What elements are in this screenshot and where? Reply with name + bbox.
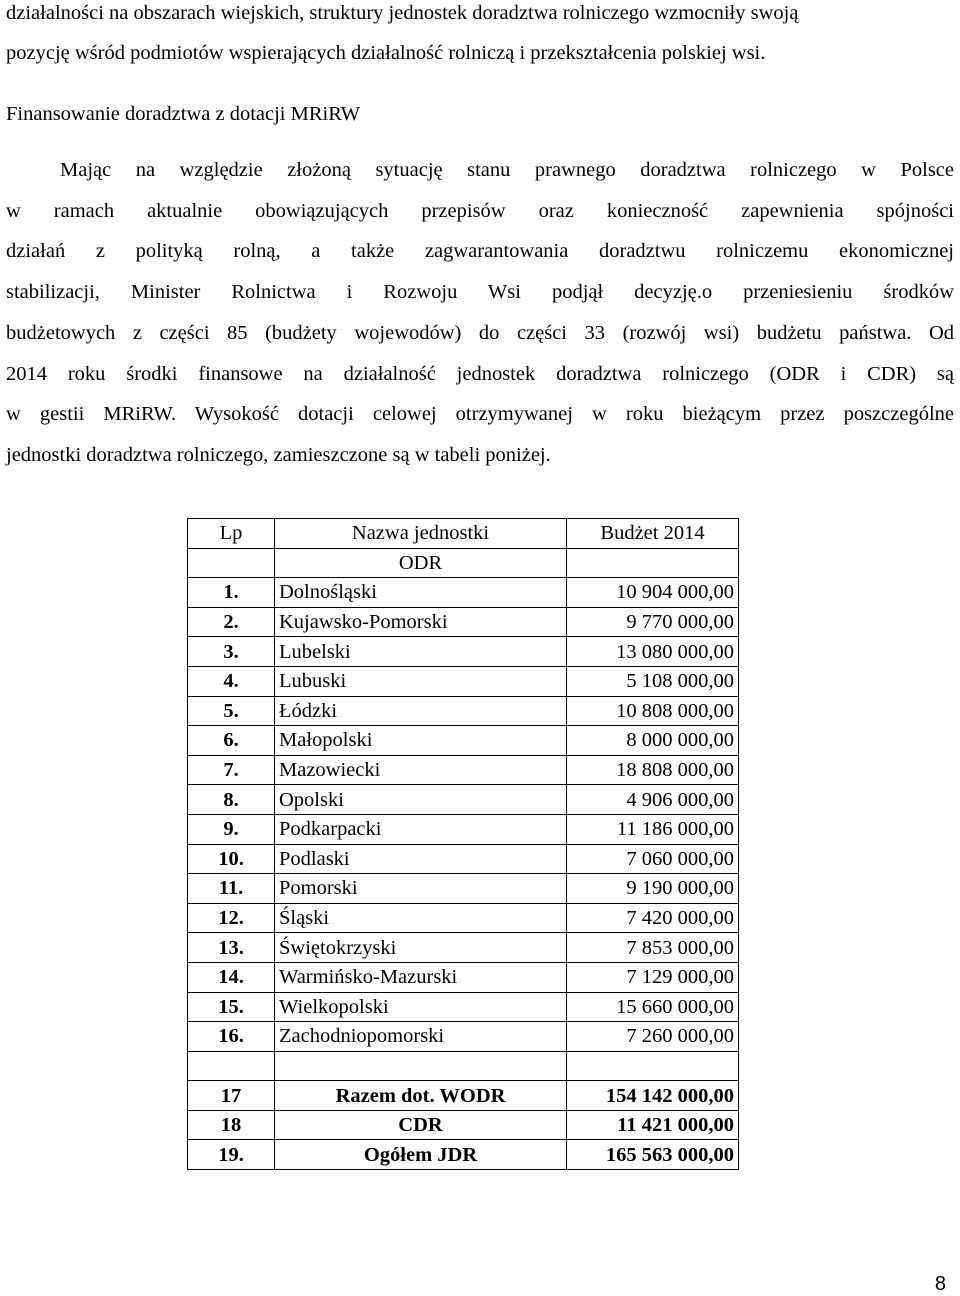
row-lp: 5.	[188, 696, 275, 726]
total-row	[188, 1081, 739, 1111]
row-lp: 17	[188, 1081, 275, 1111]
row-name: Lubelski	[275, 637, 567, 667]
table-row	[188, 726, 739, 756]
table-row	[188, 578, 739, 608]
blank-cell	[275, 1051, 567, 1081]
row-budget: 9 190 000,00	[567, 874, 739, 904]
row-lp: 14.	[188, 962, 275, 992]
row-name: Kujawsko-Pomorski	[275, 607, 567, 637]
row-budget: 7 260 000,00	[567, 1022, 739, 1052]
row-lp: 19.	[188, 1140, 275, 1170]
table-row	[188, 1022, 739, 1052]
total-row	[188, 1140, 739, 1170]
paragraph-line: działań z polityką rolną, a także zagwarantowania doradztwu rolniczemu ekonomicznej	[6, 240, 954, 263]
table-rows	[188, 578, 739, 1052]
row-budget: 165 563 000,00	[567, 1140, 739, 1170]
paragraph-line: w ramach aktualnie obowiązujących przepisów oraz konieczność zapewnienia spójności	[6, 199, 954, 222]
row-budget: 154 142 000,00	[567, 1081, 739, 1111]
row-budget: 5 108 000,00	[567, 666, 739, 696]
table-row	[188, 992, 739, 1022]
row-name: Razem dot. WODR	[275, 1081, 567, 1111]
row-lp: 1.	[188, 578, 275, 608]
group-lp-cell	[188, 548, 275, 578]
row-name: Wielkopolski	[275, 992, 567, 1022]
table-row	[188, 666, 739, 696]
total-row	[188, 1110, 739, 1140]
row-name: Ogółem JDR	[275, 1140, 567, 1170]
group-budget-cell	[567, 548, 739, 578]
row-budget: 7 129 000,00	[567, 962, 739, 992]
row-name: Mazowiecki	[275, 755, 567, 785]
row-name: Warmińsko-Mazurski	[275, 962, 567, 992]
paragraph-line: Mając na względzie złożoną sytuację stanu prawnego doradztwa rolniczego w Polsce	[60, 159, 954, 181]
row-name: CDR	[275, 1110, 567, 1140]
table-row	[188, 844, 739, 874]
row-lp: 10.	[188, 844, 275, 874]
row-name: Podlaski	[275, 844, 567, 874]
row-lp: 15.	[188, 992, 275, 1022]
row-budget: 7 420 000,00	[567, 903, 739, 933]
row-name: Pomorski	[275, 874, 567, 904]
row-lp: 18	[188, 1110, 275, 1140]
row-budget: 9 770 000,00	[567, 607, 739, 637]
table-row	[188, 874, 739, 904]
table-totals	[188, 1081, 739, 1170]
row-budget: 11 421 000,00	[567, 1110, 739, 1140]
row-name: Świętokrzyski	[275, 933, 567, 963]
group-row	[188, 548, 739, 578]
table-header-row	[188, 519, 739, 549]
row-name: Małopolski	[275, 726, 567, 756]
paragraph-line: stabilizacji, Minister Rolnictwa i Rozwoju Wsi podjął decyzję.o przeniesieniu środków	[6, 281, 954, 304]
body-paragraph	[6, 150, 954, 476]
paragraph-line: 2014 roku środki finansowe na działalność jednostek doradztwa rolniczego (ODR i CDR) są	[6, 362, 954, 385]
header-lp: Lp	[188, 519, 275, 549]
row-name: Śląski	[275, 903, 567, 933]
row-budget: 4 906 000,00	[567, 785, 739, 815]
row-name: Dolnośląski	[275, 578, 567, 608]
row-budget: 15 660 000,00	[567, 992, 739, 1022]
row-lp: 13.	[188, 933, 275, 963]
header-budget: Budżet 2014	[567, 519, 739, 549]
row-lp: 12.	[188, 903, 275, 933]
table-row	[188, 755, 739, 785]
row-lp: 8.	[188, 785, 275, 815]
blank-cell	[188, 1051, 275, 1081]
row-name: Zachodniopomorski	[275, 1022, 567, 1052]
row-name: Podkarpacki	[275, 814, 567, 844]
row-budget: 10 808 000,00	[567, 696, 739, 726]
paragraph-line: w gestii MRiRW. Wysokość dotacji celowej otrzymywanej w roku bieżącym przez poszczególne	[6, 403, 954, 426]
table-row	[188, 785, 739, 815]
intro-line: pozycję wśród podmiotów wspierających działalność rolniczą i przekształcenia polskiej wsi.	[6, 42, 766, 64]
table-row	[188, 696, 739, 726]
section-heading: Finansowanie doradztwa z dotacji MRiRW	[6, 103, 361, 125]
paragraph-line: budżetowych z części 85 (budżety wojewodów) do części 33 (rozwój wsi) budżetu państwa. Od	[6, 321, 954, 344]
row-name: Lubuski	[275, 666, 567, 696]
row-name: Łódzki	[275, 696, 567, 726]
row-lp: 4.	[188, 666, 275, 696]
row-name: Opolski	[275, 785, 567, 815]
table-row	[188, 962, 739, 992]
table-row	[188, 637, 739, 667]
row-lp: 16.	[188, 1022, 275, 1052]
row-budget: 10 904 000,00	[567, 578, 739, 608]
group-label: ODR	[275, 548, 567, 578]
row-lp: 2.	[188, 607, 275, 637]
row-lp: 3.	[188, 637, 275, 667]
row-lp: 6.	[188, 726, 275, 756]
row-budget: 8 000 000,00	[567, 726, 739, 756]
row-lp: 9.	[188, 814, 275, 844]
page-number: 8	[934, 1273, 946, 1295]
table-row	[188, 607, 739, 637]
header-name: Nazwa jednostki	[275, 519, 567, 549]
row-lp: 11.	[188, 874, 275, 904]
row-lp: 7.	[188, 755, 275, 785]
blank-row	[188, 1051, 739, 1081]
table-row	[188, 903, 739, 933]
intro-continuation	[6, 0, 954, 73]
blank-cell	[567, 1051, 739, 1081]
paragraph-line: jednostki doradztwa rolniczego, zamieszczone są w tabeli poniżej.	[6, 443, 551, 466]
intro-line: działalności na obszarach wiejskich, struktury jednostek doradztwa rolniczego wzmocniły swoją	[6, 2, 799, 24]
table-row	[188, 814, 739, 844]
table-row	[188, 933, 739, 963]
row-budget: 11 186 000,00	[567, 814, 739, 844]
row-budget: 18 808 000,00	[567, 755, 739, 785]
row-budget: 7 853 000,00	[567, 933, 739, 963]
row-budget: 13 080 000,00	[567, 637, 739, 667]
budget-table	[187, 518, 739, 1170]
row-budget: 7 060 000,00	[567, 844, 739, 874]
